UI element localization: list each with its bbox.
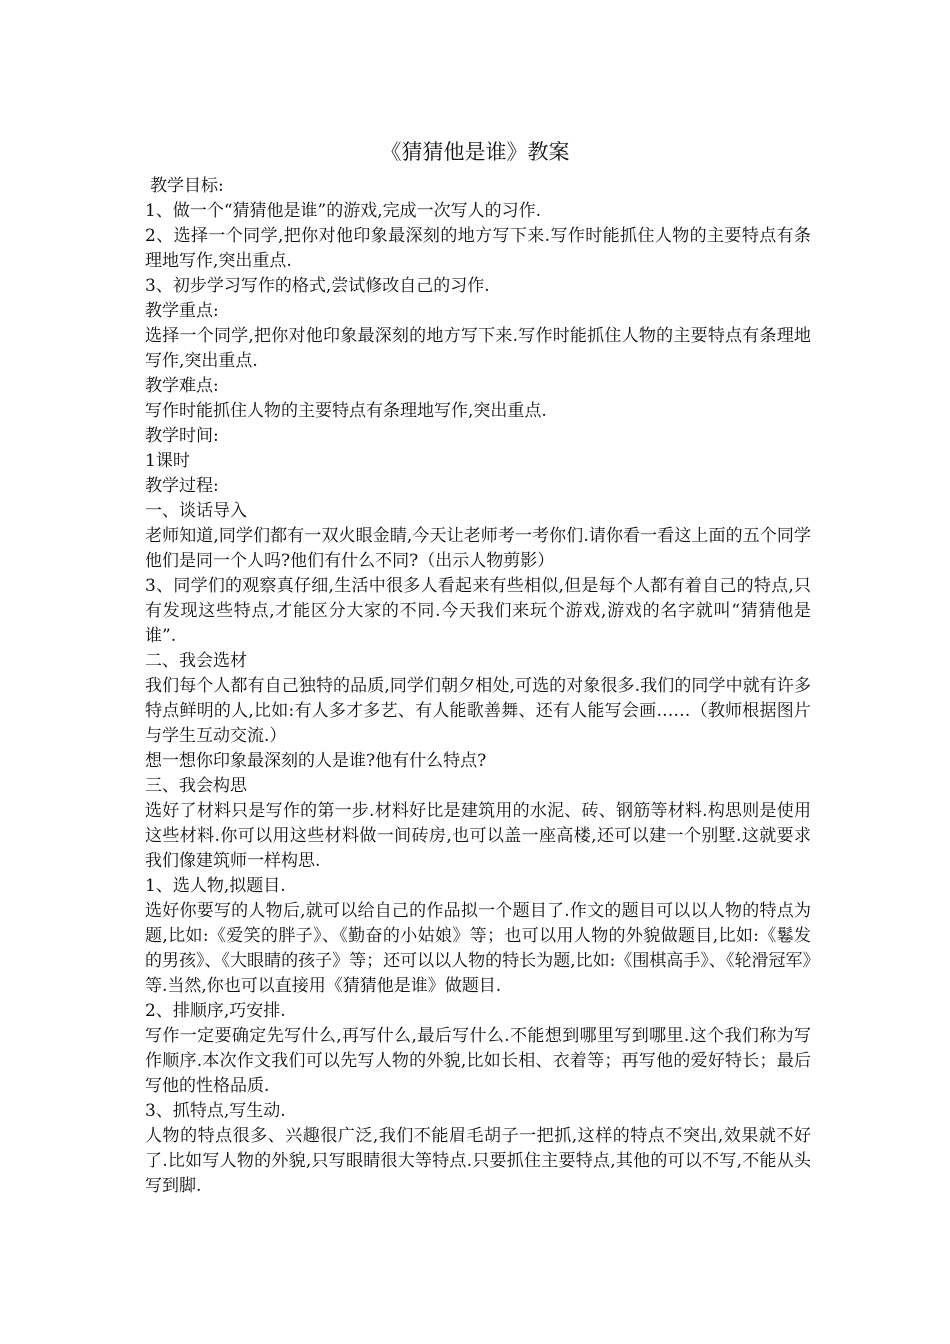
paragraph-material: 我们每个人都有自己独特的品质,同学们朝夕相处,可选的对象很多.我们的同学中就有许多特点鲜明的人,比如:有人多才多艺、有人能歌善舞、还有人能写会画……（教师根据图片与学生互动交流.） [145, 676, 811, 746]
paragraph-step-2: 写作一定要确定先写什么,再写什么,最后写什么.不能想到哪里写到哪里.这个我们称为写作顺序.本次作文我们可以先写人物的外貌,比如长相、衣着等；再写他的爱好特长；最后写他的性格品质. [145, 1026, 811, 1096]
paragraph-observation: 3、同学们的观察真仔细,生活中很多人看起来有些相似,但是每个人都有着自己的特点,只有发现这些特点,才能区分大家的不同.今天我们来玩个游戏,游戏的名字就叫“猜猜他是谁”. [145, 576, 811, 646]
subheading-planning: 三、我会构思 [145, 776, 247, 796]
section-heading-process: 教学过程: [145, 476, 219, 496]
section-heading-objectives: 教学目标: [150, 176, 224, 196]
document-title: 《猜猜他是谁》教案 [380, 140, 570, 164]
section-heading-difficulties: 教学难点: [145, 376, 219, 396]
time-text: 1课时 [145, 451, 190, 471]
paragraph-step-1: 选好你要写的人物后,就可以给自己的作品拟一个题目了.作文的题目可以以人物的特点为题,比如:《爱笑的胖子》、《勤奋的小姑娘》等；也可以用人物的外貌做题目,比如:《鬈发的男孩》、《大眼睛的孩子》等；还可以以人物的特长为题,比如:《围棋高手》、《轮滑冠军》等.当然,你也可以直接用《猜猜他是谁》做题目. [145, 901, 811, 996]
section-heading-key-points: 教学重点: [145, 301, 219, 321]
step-heading-1: 1、选人物,拟题目. [145, 876, 286, 896]
document-body [145, 174, 811, 1199]
step-heading-3: 3、抓特点,写生动. [145, 1101, 286, 1121]
objective-item-1: 1、做一个“猜猜他是谁”的游戏,完成一次写人的习作. [145, 201, 542, 221]
objective-item-3: 3、初步学习写作的格式,尝试修改自己的习作. [145, 276, 490, 296]
subheading-material: 二、我会选材 [145, 651, 247, 671]
paragraph-step-3: 人物的特点很多、兴趣很广泛,我们不能眉毛胡子一把抓,这样的特点不突出,效果就不好了.比如写人物的外貌,只写眼睛很大等特点.只要抓住主要特点,其他的可以不写,不能从头写到脚. [145, 1126, 811, 1196]
paragraph-planning: 选好了材料只是写作的第一步.材料好比是建筑用的水泥、砖、钢筋等材料.构思则是使用这些材料.你可以用这些材料做一间砖房,也可以盖一座高楼,还可以建一个别墅.这就要求我们像建筑师一样构思. [145, 801, 811, 871]
objective-item-2: 2、选择一个同学,把你对他印象最深刻的地方写下来.写作时能抓住人物的主要特点有条理地写作,突出重点. [145, 226, 811, 271]
difficulties-text: 写作时能抓住人物的主要特点有条理地写作,突出重点. [145, 401, 547, 421]
step-heading-2: 2、排顺序,巧安排. [145, 1001, 286, 1021]
key-points-text: 选择一个同学,把你对他印象最深刻的地方写下来.写作时能抓住人物的主要特点有条理地写作,突出重点. [145, 326, 811, 371]
subheading-intro: 一、谈话导入 [145, 501, 247, 521]
section-heading-time: 教学时间: [145, 426, 219, 446]
paragraph-question: 想一想你印象最深刻的人是谁?他有什么特点? [145, 751, 487, 771]
paragraph-intro: 老师知道,同学们都有一双火眼金睛,今天让老师考一考你们.请你看一看这上面的五个同学他们是同一个人吗?他们有什么不同?（出示人物剪影） [145, 526, 811, 571]
